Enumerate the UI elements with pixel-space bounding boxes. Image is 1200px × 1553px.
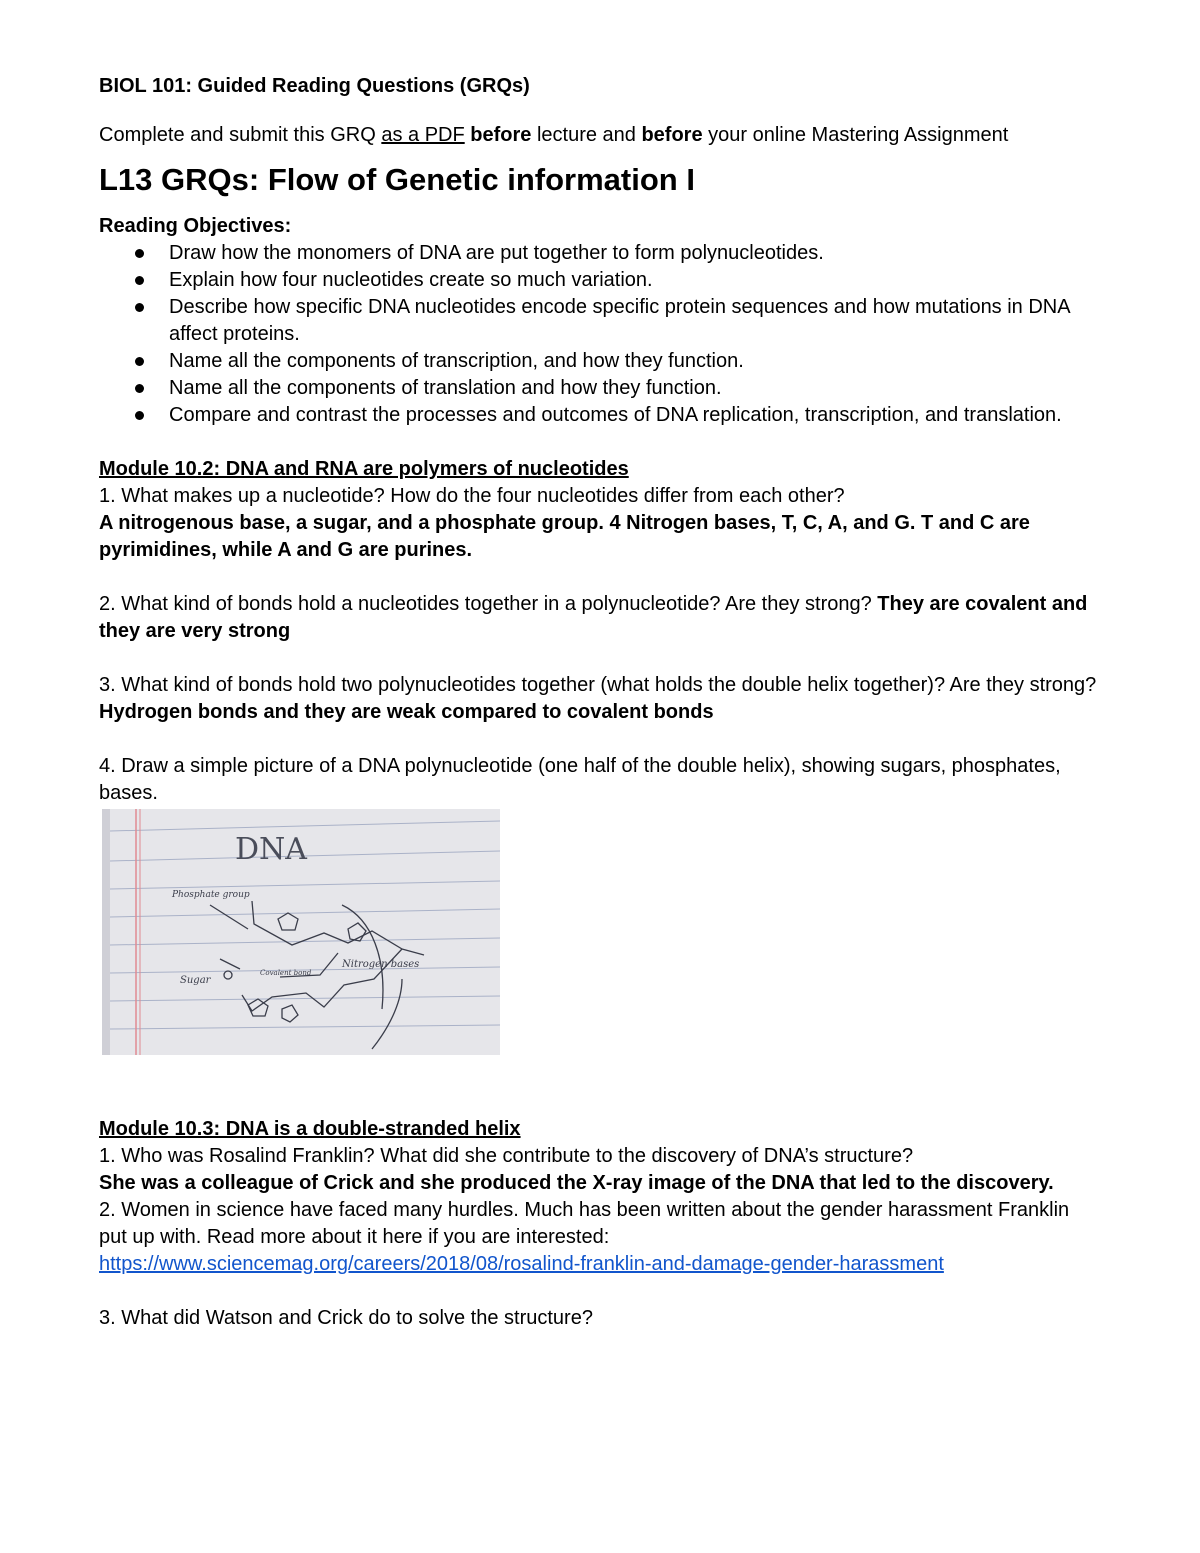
question-3-text: 3. What kind of bonds hold two polynucleotides together (what holds the double helix together)? Are they strong? (99, 674, 1097, 696)
article-link[interactable]: https://www.sciencemag.org/careers/2018/08/rosalind-franklin-and-damage-gender-harassment (99, 1253, 944, 1275)
spacer (99, 564, 1100, 591)
objective-text: Compare and contrast the processes and outcomes of DNA replication, transcription, and translation. (169, 404, 1062, 426)
question-6: 2. Women in science have faced many hurdles. Much has been written about the gender harassment Franklin put up with. Read more about it here if you are interested: (99, 1199, 1070, 1248)
objective-text: Draw how the monomers of DNA are put together to form polynucleotides. (169, 242, 824, 264)
objective-item (169, 348, 1100, 375)
question-5: 1. Who was Rosalind Franklin? What did she contribute to the discovery of DNA’s structure? (99, 1145, 914, 1167)
objective-text: Name all the components of transcription, and how they function. (169, 350, 744, 372)
bullet-icon (135, 249, 144, 258)
sketch-title: DNA (235, 832, 307, 867)
bullet-icon (135, 411, 144, 420)
instructions-before-1: before (470, 124, 532, 146)
phosphate-label: Phosphate group (172, 890, 250, 900)
bullet-icon (135, 303, 144, 312)
link-line (99, 1251, 1100, 1278)
objective-item (169, 294, 1100, 348)
objective-item (169, 375, 1100, 402)
objective-item (169, 402, 1100, 429)
objective-text: Describe how specific DNA nucleotides encode specific protein sequences and how mutations in DNA affect proteins. (169, 296, 1070, 345)
instructions-text-3: your online Mastering Assignment (702, 124, 1009, 146)
bullet-icon (135, 357, 144, 366)
objective-text: Explain how four nucleotides create so much variation. (169, 269, 653, 291)
instructions-pdf: as a PDF (381, 124, 465, 146)
module-10-2-heading: Module 10.2: DNA and RNA are polymers of nucleotides (99, 458, 629, 480)
answer-3: Hydrogen bonds and they are weak compared to covalent bonds (99, 701, 714, 723)
spacer (99, 726, 1100, 753)
instructions-before-2: before (641, 124, 703, 146)
paper-edge (102, 809, 110, 1055)
sugar-label: Sugar (180, 975, 211, 986)
question-4: 4. Draw a simple picture of a DNA polynucleotide (one half of the double helix), showing sugars, phosphates, bases. (99, 755, 1061, 804)
question-1: 1. What makes up a nucleotide? How do the four nucleotides differ from each other? (99, 485, 845, 507)
bullet-icon (135, 384, 144, 393)
spacer (99, 1055, 1100, 1116)
instructions-text: Complete and submit this GRQ (99, 124, 382, 146)
notebook-drawing (102, 809, 500, 1055)
instructions-line (99, 122, 1100, 149)
objective-item (169, 267, 1100, 294)
dna-sketch-photo (102, 809, 500, 1055)
question-2 (99, 591, 1100, 645)
objective-text: Name all the components of translation and how they function. (169, 377, 722, 399)
answer-2: They are covalent and they are very strong (99, 593, 1088, 642)
spacer (99, 1278, 1100, 1305)
page-title: L13 GRQs: Flow of Genetic information I (99, 162, 695, 197)
question-3 (99, 672, 1100, 726)
bond-label: Covalent bond (260, 969, 312, 977)
spacer (99, 645, 1100, 672)
instructions-text-2: lecture and (531, 124, 642, 146)
answer-5: She was a colleague of Crick and she produced the X-ray image of the DNA that led to the discovery. (99, 1172, 1054, 1194)
nitrogen-label: Nitrogen bases (342, 959, 420, 970)
module-10-3-heading: Module 10.3: DNA is a double-stranded helix (99, 1118, 521, 1140)
bullet-icon (135, 276, 144, 285)
course-header: BIOL 101: Guided Reading Questions (GRQs) (99, 75, 530, 97)
objectives-heading: Reading Objectives: (99, 215, 292, 237)
question-7: 3. What did Watson and Crick do to solve the structure? (99, 1307, 593, 1329)
question-2-text: 2. What kind of bonds hold a nucleotides together in a polynucleotide? Are they strong? (99, 593, 878, 615)
answer-1: A nitrogenous base, a sugar, and a phosphate group. 4 Nitrogen bases, T, C, A, and G. T and C are pyrimidines, while A and G are purines. (99, 512, 1030, 561)
objective-item (169, 240, 1100, 267)
objectives-list (99, 240, 1100, 429)
